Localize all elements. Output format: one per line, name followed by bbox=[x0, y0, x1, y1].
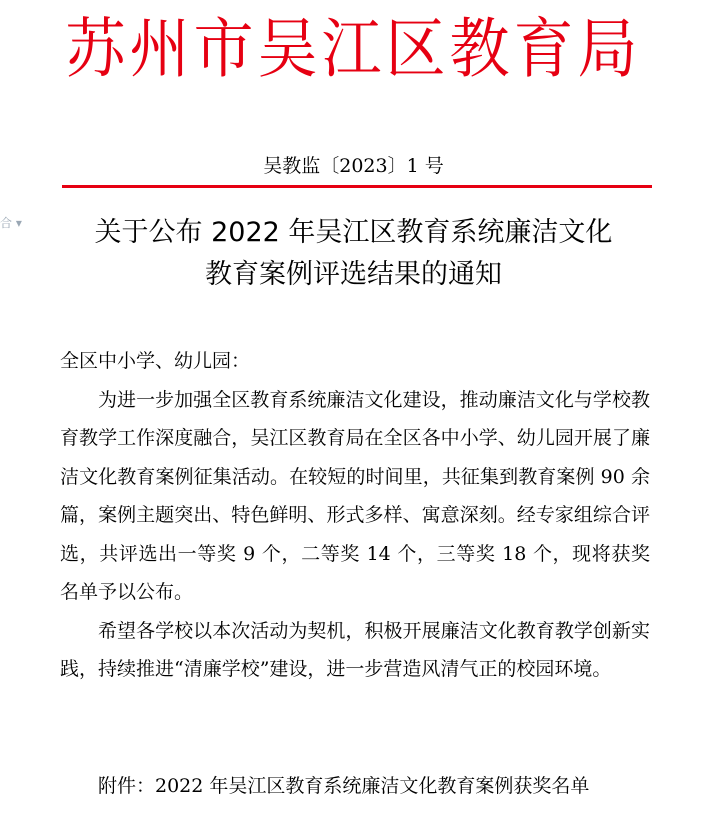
attachment-line: 附件：2022 年吴江区教育系统廉洁文化教育案例获奖名单 bbox=[98, 775, 590, 797]
document-title-line-2: 教育案例评选结果的通知 bbox=[205, 259, 502, 290]
salutation: 全区中小学、幼儿园： bbox=[60, 350, 251, 372]
masthead-title: 苏州市吴江区教育局 bbox=[65, 11, 642, 88]
body-paragraph-2: 希望各学校以本次活动为契机，积极开展廉洁文化教育教学创新实践，持续推进“清廉学校”建设，进一步营造风清气正的校园环境。 bbox=[60, 619, 650, 680]
document-number: 吴教监〔2023〕1 号 bbox=[263, 155, 444, 177]
document-title bbox=[40, 212, 667, 296]
body-paragraph-1: 为进一步加强全区教育系统廉洁文化建设，推动廉洁文化与学校教育教学工作深度融合，吴江区教育局在全区各中小学、幼儿园开展了廉洁文化教育案例征集活动。在较短的时间里，共征集到教育案例 90 余篇，案例主题突出、特色鲜明、形式多样、寓意深刻。经专家组综合评选，共评选出一等奖 9 个，二等奖 14 个，三等奖 18 个，现将获奖名单予以公布。 bbox=[60, 388, 650, 603]
document-title-line-1: 关于公布 2022 年吴江区教育系统廉洁文化 bbox=[94, 217, 613, 248]
side-collapse-marker[interactable]: 合 ▾ bbox=[0, 216, 22, 230]
red-divider-line bbox=[62, 185, 652, 188]
document-body bbox=[60, 342, 650, 689]
